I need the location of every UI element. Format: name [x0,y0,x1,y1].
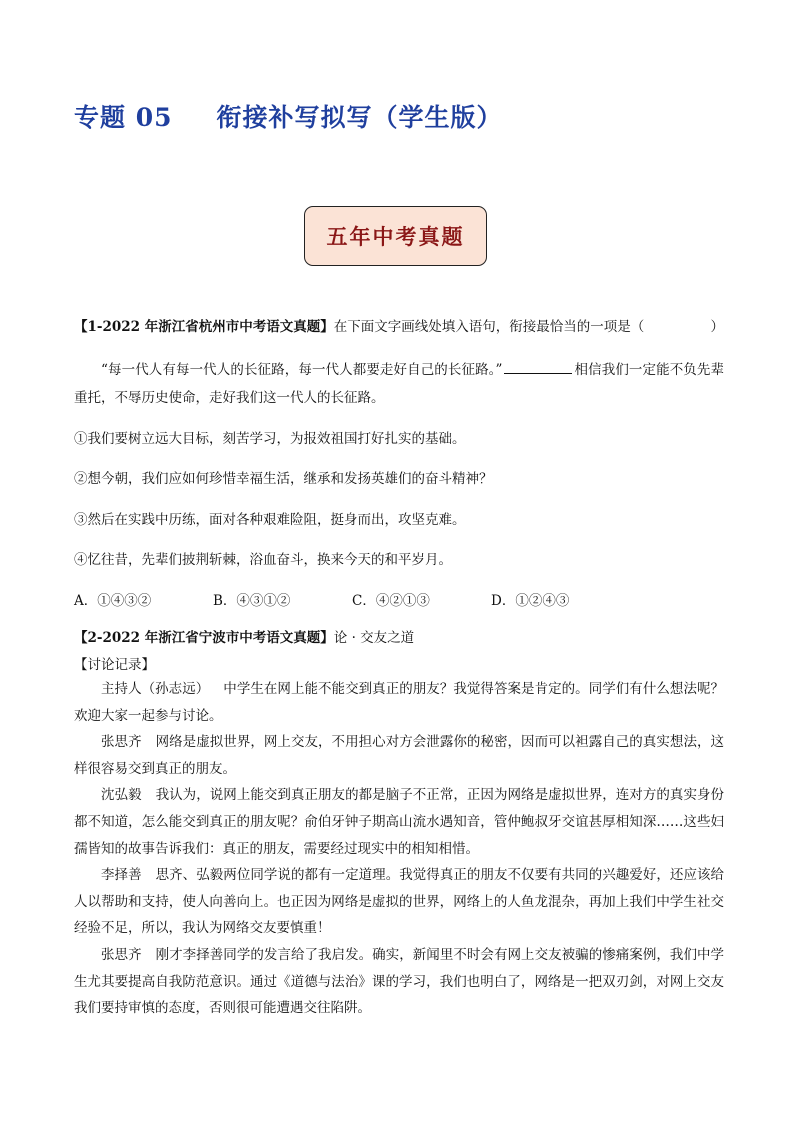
discussion-turn [74,782,724,862]
choice-a: A．①④③② [74,593,152,609]
question-2-source-tag: 【2-2022 年浙江省宁波市中考语文真题】 [74,630,334,646]
speaker-name: 张思齐 [101,946,142,963]
speaker-text: 刚才李择善同学的发言给了我启发。确实，新闻里不时会有网上交友被骗的惨痛案例，我们中学生尤其要提高自我防范意识。通过《道德与法治》课的学习，我们也明白了，网络是一把双刃剑，对网上交友我们要持审慎的态度，否则很可能遭遇交往陷阱。 [74,946,725,1017]
answer-paren-close: ） [710,319,724,335]
passage-after-blank: 相信我们一定能不负先辈重托，不辱历史使命，走好我们这一代人的长征路。 [74,362,724,406]
speaker-text: 中学生在网上能不能交到真正的朋友？我觉得答案是肯定的。同学们有什么想法呢？欢迎大家一起参与讨论。 [74,681,725,724]
question-1-header [74,316,724,338]
speaker-name: 张思齐 [101,734,142,751]
discussion-turn [74,942,724,1022]
choice-c: C．④②①③ [352,593,430,609]
question-1-passage [74,356,724,412]
question-1-source-tag: 【1-2022 年浙江省杭州市中考语文真题】 [74,319,334,335]
section-banner-label: 五年中考真题 [326,224,465,249]
question-1-prompt: 在下面文字画线处填入语句，衔接最恰当的一项是（ [333,319,645,335]
speaker-text: 我认为，说网上能交到真正朋友的都是脑子不正常，正因为网络是虚拟世界，连对方的真实身份都不知道，怎么能交到真正的朋友呢？俞伯牙钟子期高山流水遇知音，管仲鲍叔牙交谊甚厚相知深……这些妇孺皆知的故事告诉我们：真正的朋友，需要经过现实中的相知相惜。 [74,787,725,857]
answer-choices [74,589,630,609]
choice-b: B．④③①② [213,593,291,609]
speaker-name: 主持人（孙志远） [101,681,210,697]
title-text: 衔接补写拟写（学生版） [216,103,503,132]
page-title [74,98,503,134]
choice-d: D．①②④③ [491,593,570,609]
fill-blank-line [504,359,572,374]
discussion-record [74,676,724,1022]
speaker-text: 网络是虚拟世界，网上交友，不用担心对方会泄露你的秘密，因而可以袒露自己的真实想法，这样很容易交到真正的朋友。 [74,734,725,777]
title-number: 专题 05 [74,103,173,132]
option-sentence: ③然后在实践中历练，面对各种艰难险阻，挺身而出，攻坚克难。 [74,512,466,528]
option-sentence: ①我们要树立远大目标，刻苦学习，为报效祖国打好扎实的基础。 [74,431,466,447]
question-2-topic: 论 · 交友之道 [333,630,415,646]
discussion-turn [74,676,724,729]
section-banner [304,206,487,266]
speaker-text: 思齐、弘毅两位同学说的都有一定道理。我觉得真正的朋友不仅要有共同的兴趣爱好，还应该给人以帮助和支持，使人向善向上。也正因为网络是虚拟的世界，网络上的人鱼龙混杂，再加上我们中学生社交经验不足，所以，我认为网络交友要慎重！ [74,867,725,937]
speaker-name: 李择善 [101,867,142,884]
option-sentence: ④忆往昔，先辈们披荆斩棘，浴血奋斗，换来今天的和平岁月。 [74,552,452,568]
speaker-name: 沈弘毅 [101,787,142,804]
question-2-header [74,627,414,649]
passage-before-blank: “每一代人有每一代人的长征路，每一代人都要走好自己的长征路。” [101,362,503,378]
discussion-turn [74,729,724,782]
discussion-record-label: 【讨论记录】 [74,657,155,673]
option-sentence: ②想今朝，我们应如何珍惜幸福生活，继承和发扬英雄们的奋斗精神？ [74,471,493,487]
discussion-turn [74,862,724,942]
